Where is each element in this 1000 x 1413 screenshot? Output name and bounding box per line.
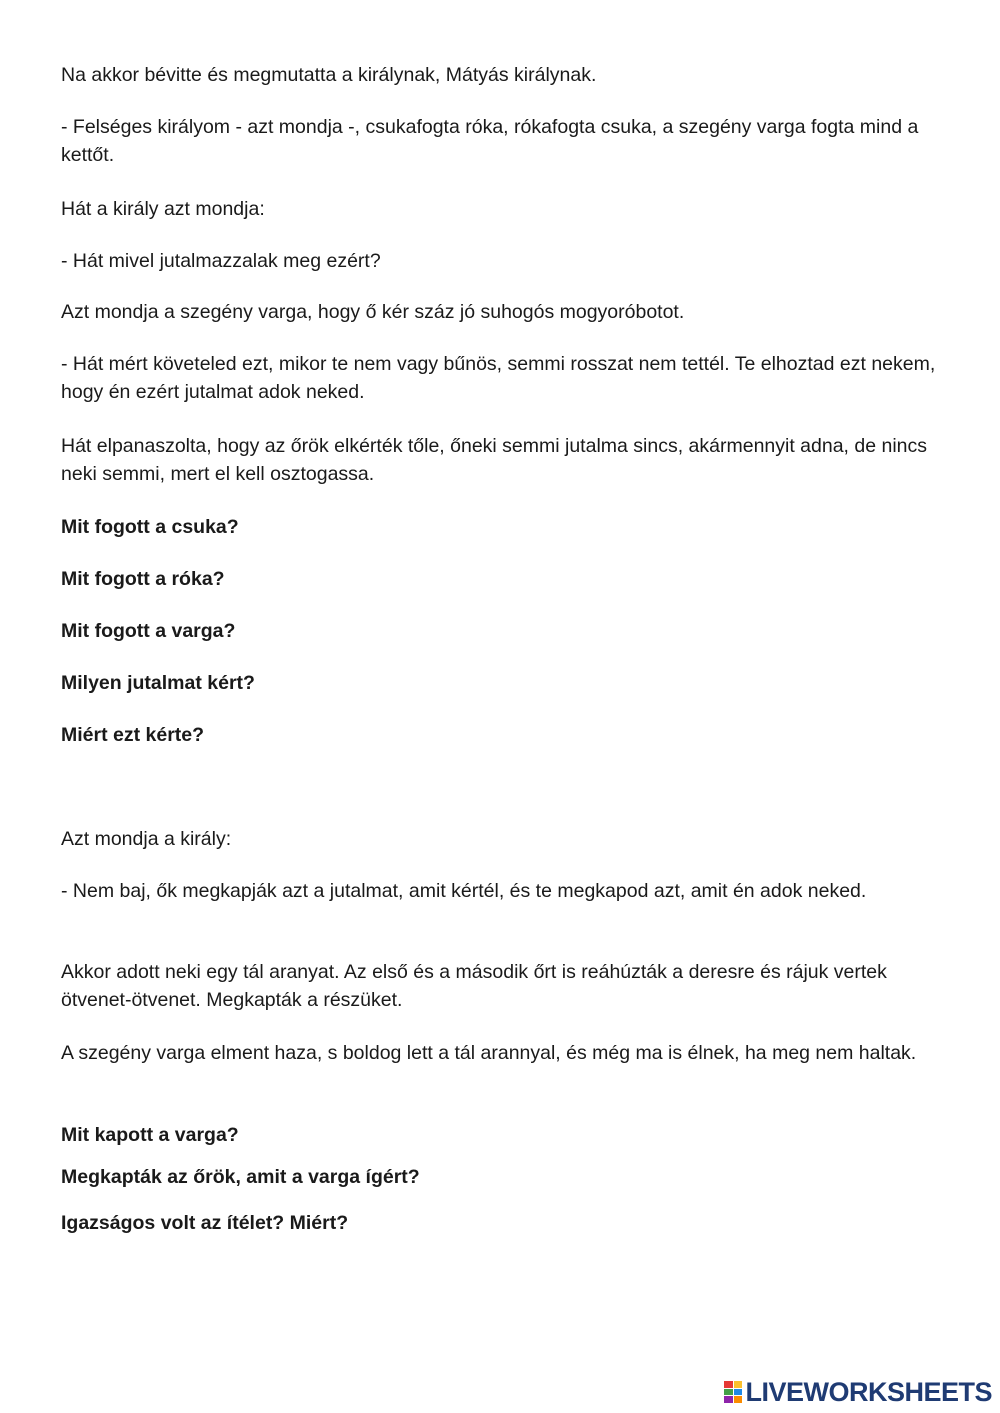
liveworksheets-logo-icon (724, 1381, 742, 1403)
story-paragraph-1: Na akkor bévitte és megmutatta a királynak, Mátyás királynak. (61, 64, 597, 86)
story-paragraph-3: Hát a király azt mondja: (61, 198, 265, 220)
story-paragraph-9: - Nem baj, ők megkapják azt a jutalmat, amit kértél, és te megkapod azt, amit én adok neked. (61, 880, 867, 902)
question-7: Megkapták az őrök, amit a varga ígért? (61, 1166, 420, 1188)
question-8: Igazságos volt az ítélet? Miért? (61, 1212, 349, 1234)
story-paragraph-4: - Hát mivel jutalmazzalak meg ezért? (61, 250, 381, 272)
question-2: Mit fogott a róka? (61, 568, 225, 590)
story-paragraph-6: - Hát mért követeled ezt, mikor te nem vagy bűnös, semmi rosszat nem tettél. Te elhoztad ezt nekem, hogy én ezért jutalmat adok neked. (61, 353, 936, 403)
story-paragraph-11: A szegény varga elment haza, s boldog lett a tál arannyal, és még ma is élnek, ha meg nem haltak. (61, 1042, 917, 1064)
story-paragraph-10: Akkor adott neki egy tál aranyat. Az első és a második őrt is reáhúzták a deresre és rájuk vertek ötvenet-ötvenet. Megkapták a részüket. (61, 961, 887, 1011)
question-4: Milyen jutalmat kért? (61, 672, 255, 694)
question-1: Mit fogott a csuka? (61, 516, 239, 538)
story-paragraph-2: - Felséges királyom - azt mondja -, csukafogta róka, rókafogta csuka, a szegény varga fogta mind a kettőt. (61, 116, 919, 166)
question-5: Miért ezt kérte? (61, 724, 205, 746)
story-paragraph-8: Azt mondja a király: (61, 828, 232, 850)
story-paragraph-7: Hát elpanaszolta, hogy az őrök elkérték tőle, őneki semmi jutalma sincs, akármennyit adna, de nincs neki semmi, mert el kell osztogassa. (61, 435, 928, 485)
liveworksheets-logo-text: LIVEWORKSHEETS (745, 1376, 992, 1407)
story-paragraph-5: Azt mondja a szegény varga, hogy ő kér száz jó suhogós mogyoróbotot. (61, 301, 685, 323)
liveworksheets-logo (724, 1377, 992, 1407)
question-3: Mit fogott a varga? (61, 620, 236, 642)
question-6: Mit kapott a varga? (61, 1124, 239, 1146)
